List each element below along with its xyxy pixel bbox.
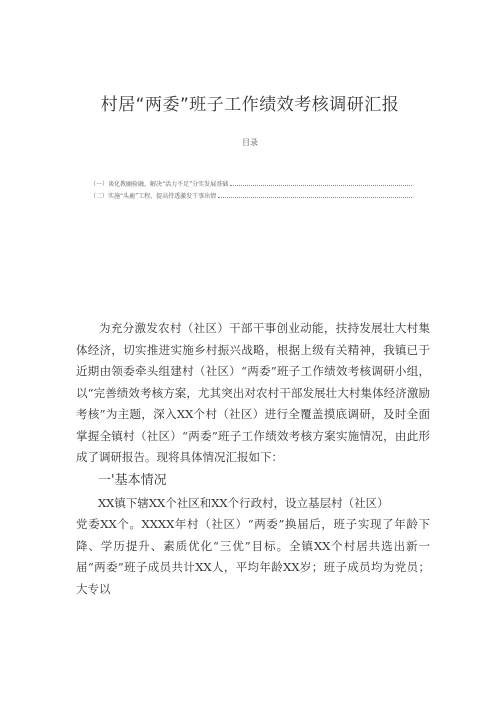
toc-item[interactable] (90, 191, 412, 203)
toc-item-label: （二）实施“头鹿”工程，提高持透激发干事出情 (90, 193, 217, 200)
document-body (76, 318, 430, 600)
toc-heading: 目录 (242, 138, 258, 147)
toc-item-label: （一）谈化教幽验融，解决“活力不足”分实发展基础 (90, 181, 229, 188)
section-first-line: XX镇下辖XX个社区和XX个行政村，设立基层村（社区） (98, 495, 389, 510)
section-paragraph-text: 党委XX个。XXXX年村（社区）“两委”换届后，班子实现了年龄下降、学历提升、素质优化“三优”目标。全镇XX个村居共选出新一届“两委”班子成员共计XX人，平均年龄XX岁；班子成员均为党员；大专以 (76, 517, 430, 596)
section-paragraph (76, 493, 430, 601)
intro-paragraph: 为充分激发农村（社区）干部干事创业动能，扶持发展壮大村集体经济，切实推进实施乡村振兴战略，根据上级有关精神，我镇已于近期由领委牵头组建村（社区）“两委”班子工作绩效考核调研小组，以“完善绩效考核方案，尤其突出对农村干部发展壮大村集体经济激励考核”为主题，深入XX个村（社区）进行全覆盖摸底调研，及时全面掌握全镇村（社区）“两委”班子工作绩效考核方案实施情况，由此形成了调研报告。现将具体情况汇报如下： (76, 321, 430, 464)
toc-leader-dots (230, 180, 412, 186)
toc-leader-dots (218, 192, 412, 198)
section-heading: 一'基本情况 (98, 472, 167, 488)
toc-item[interactable] (90, 179, 412, 191)
table-of-contents (90, 179, 412, 203)
document-title: 村居“两委”班子工作绩效考核调研汇报 (100, 95, 400, 115)
